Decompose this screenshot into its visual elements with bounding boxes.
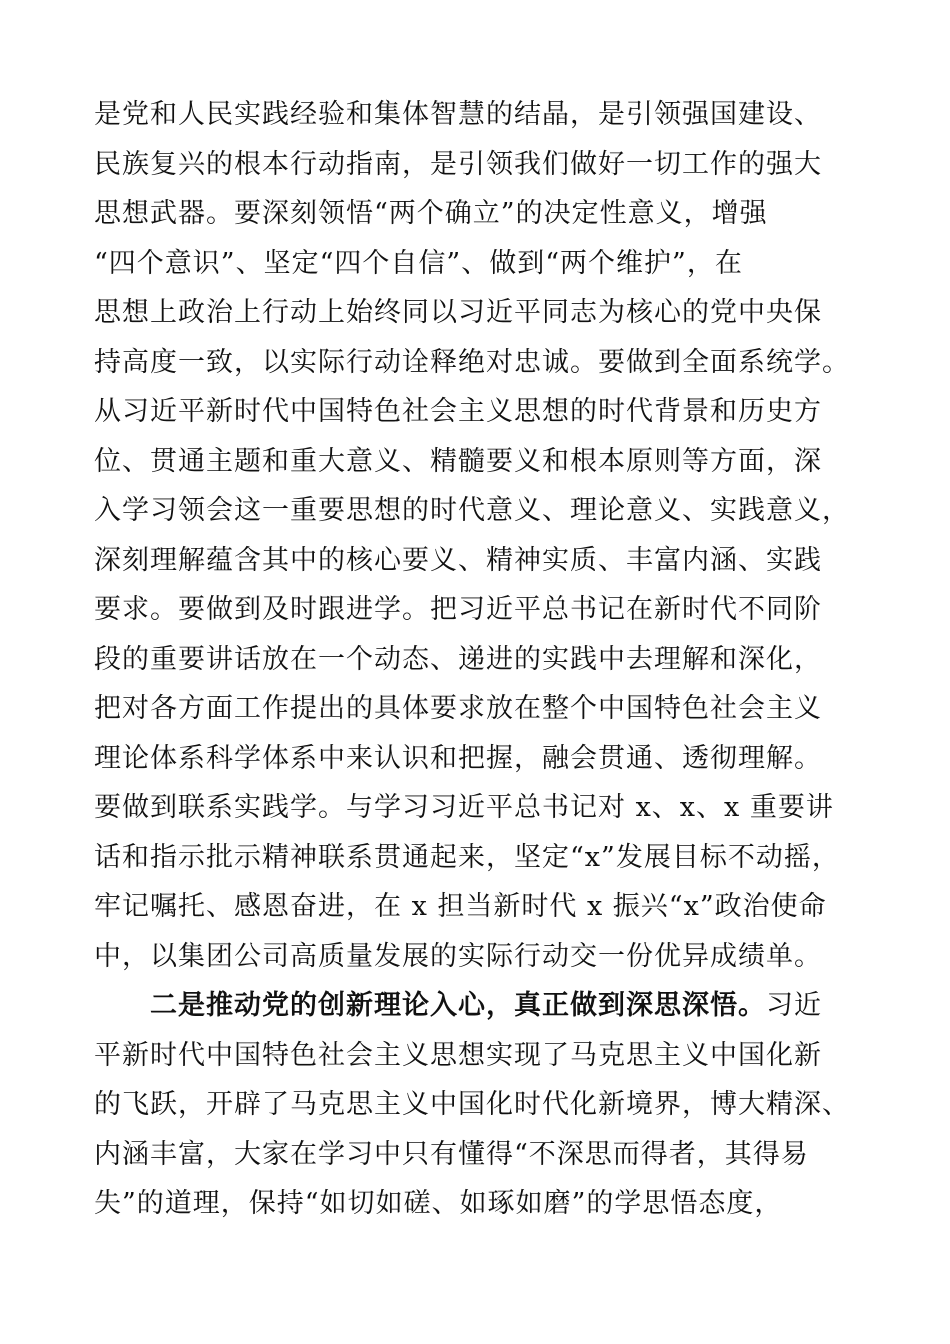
text-line: 的飞跃，开辟了马克思主义中国化时代化新境界，博大精深、 (94, 1089, 850, 1120)
text-line: 持高度一致，以实际行动诠释绝对忠诚。要做到全面系统学。 (94, 346, 850, 378)
text-line: 深刻理解蕴含其中的核心要义、精神实质、丰富内涵、实践 (94, 544, 822, 576)
text-line: 中，以集团公司高质量发展的实际行动交一份优异成绩单。 (94, 940, 822, 972)
text-line: 位、贯通主题和重大意义、精髓要义和根本原则等方面，深 (94, 445, 822, 477)
text-line: 理论体系科学体系中来认识和把握，融会贯通、透彻理解。 (94, 742, 822, 774)
text-line: 思想上政治上行动上始终同以习近平同志为核心的党中央保 (94, 297, 822, 328)
text-line: 段的重要讲话放在一个动态、递进的实践中去理解和深化， (94, 643, 822, 675)
text-line: 话和指示批示精神联系贯通起来，坚定“x”发展目标不动摇， (94, 841, 840, 873)
text-line: 把对各方面工作提出的具体要求放在整个中国特色社会主义 (94, 693, 822, 724)
text-line: 是党和人民实践经验和集体智慧的结晶，是引领强国建设、 (94, 99, 822, 130)
paragraph-2-first-line (94, 988, 874, 1038)
paragraph-2-heading: 二是推动党的创新理论入心，真正做到深思深悟。 (150, 990, 766, 1021)
text-line: “四个意识”、坚定“四个自信”、做到“两个维护”，在 (94, 247, 743, 279)
text-line: 入学习领会这一重要思想的时代意义、理论意义、实践意义， (94, 495, 850, 526)
paragraph-2-first-line-rest: 习近 (766, 990, 822, 1021)
text-line: 从习近平新时代中国特色社会主义思想的时代背景和历史方 (94, 396, 822, 427)
text-line: 平新时代中国特色社会主义思想实现了马克思主义中国化新 (94, 1039, 822, 1071)
text-line: 内涵丰富，大家在学习中只有懂得“不深思而得者，其得易 (94, 1138, 809, 1170)
text-line: 民族复兴的根本行动指南，是引领我们做好一切工作的强大 (94, 148, 822, 180)
text-line: 要做到联系实践学。与学习习近平总书记对 x、x、x 重要讲 (94, 792, 834, 823)
document-body (94, 97, 874, 1236)
text-line: 要求。要做到及时跟进学。把习近平总书记在新时代不同阶 (94, 594, 822, 625)
text-line: 失”的道理，保持“如切如磋、如琢如磨”的学思悟态度， (94, 1188, 783, 1219)
text-line: 牢记嘱托、感恩奋进，在 x 担当新时代 x 振兴“x”政治使命 (94, 891, 827, 922)
text-line: 思想武器。要深刻领悟“两个确立”的决定性意义，增强 (94, 198, 768, 229)
